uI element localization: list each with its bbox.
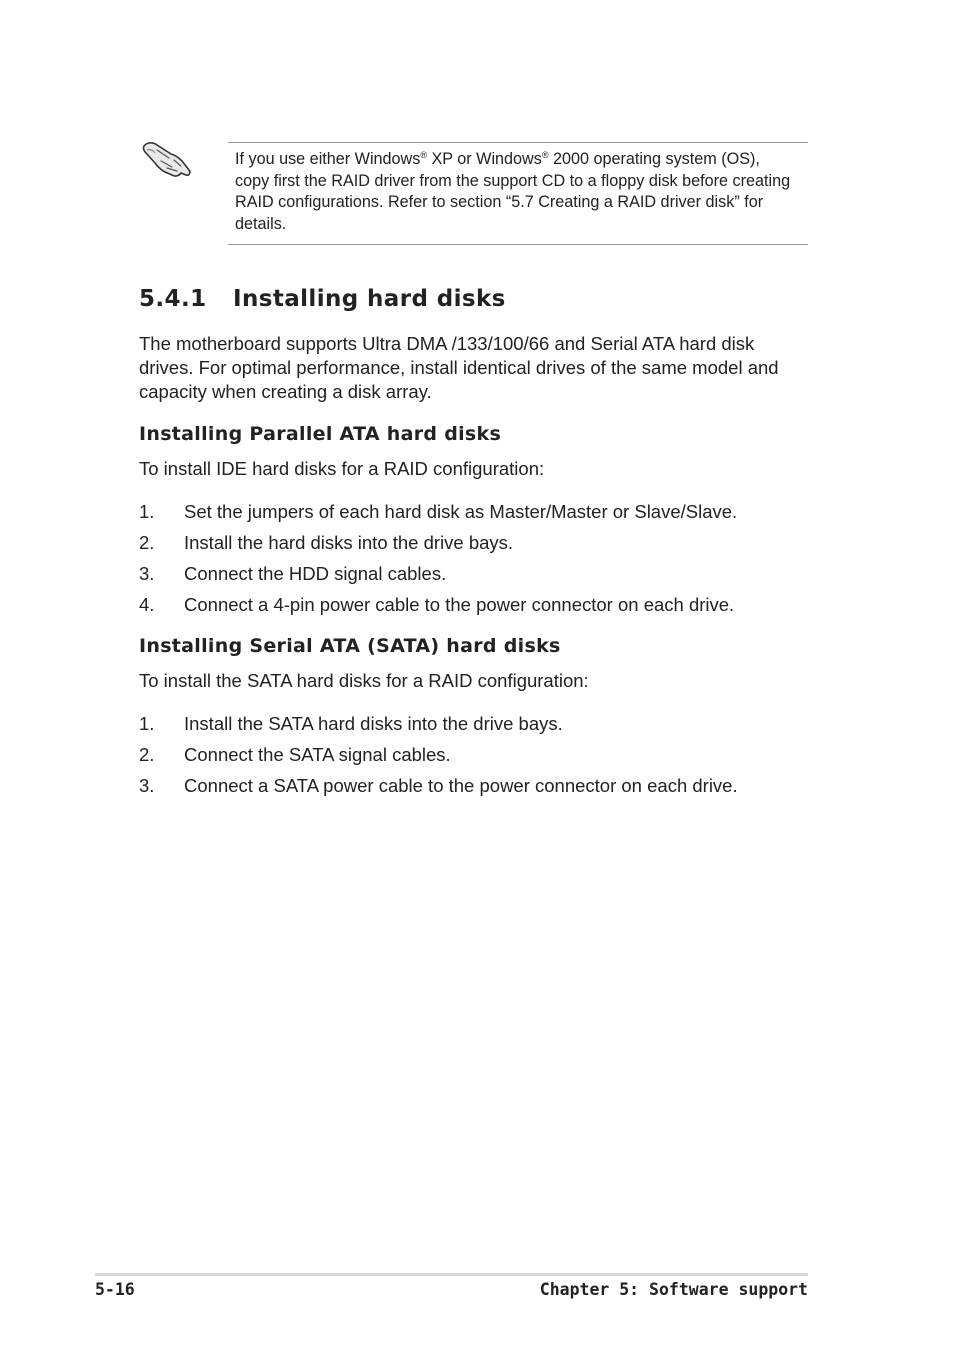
list-item bbox=[139, 774, 819, 805]
step-text: Install the SATA hard disks into the drive bays. bbox=[184, 713, 563, 734]
step-text: Connect the HDD signal cables. bbox=[184, 563, 447, 584]
step-number: 2. bbox=[139, 744, 155, 765]
list-item bbox=[139, 562, 819, 593]
note-part-1: If you use either Windows bbox=[235, 150, 421, 168]
note-text bbox=[235, 149, 795, 235]
step-number: 1. bbox=[139, 713, 155, 734]
section-number: 5.4.1 bbox=[139, 286, 207, 312]
list-item bbox=[139, 593, 819, 624]
parallel-ata-intro: To install IDE hard disks for a RAID configuration: bbox=[139, 458, 545, 479]
page-number: 5-16 bbox=[95, 1280, 135, 1299]
step-text: Connect a 4-pin power cable to the power connector on each drive. bbox=[184, 594, 735, 615]
step-text: Connect a SATA power cable to the power connector on each drive. bbox=[184, 775, 738, 796]
note-part-2: XP or Windows bbox=[426, 150, 542, 168]
registered-mark: ® bbox=[541, 150, 549, 160]
step-text: Connect the SATA signal cables. bbox=[184, 744, 451, 765]
hand-pointer-icon bbox=[141, 140, 193, 182]
step-text: Install the hard disks into the drive bays. bbox=[184, 532, 514, 553]
parallel-ata-steps bbox=[139, 500, 819, 624]
list-item bbox=[139, 712, 819, 743]
list-item bbox=[139, 743, 819, 774]
registered-mark: ® bbox=[420, 150, 427, 160]
section-heading bbox=[139, 286, 506, 312]
section-intro: The motherboard supports Ultra DMA /133/100/66 and Serial ATA hard disk drives. For optimal performance, install identical drives of the same model and capacity when creating a disk array. bbox=[139, 333, 779, 402]
list-item bbox=[139, 500, 819, 531]
note-part-3: 2000 operating system (OS), copy first the RAID driver from the support CD to a floppy disk before creating RAID configurations. Refer to section “5.7 Creating a RAID driver disk” for details. bbox=[235, 150, 791, 233]
section-title: Installing hard disks bbox=[233, 286, 506, 312]
step-text: Set the jumpers of each hard disk as Master/Master or Slave/Slave. bbox=[184, 501, 738, 522]
sata-steps bbox=[139, 712, 819, 805]
step-number: 1. bbox=[139, 501, 155, 522]
step-number: 3. bbox=[139, 563, 155, 584]
step-number: 3. bbox=[139, 775, 155, 796]
sata-intro: To install the SATA hard disks for a RAID configuration: bbox=[139, 670, 589, 691]
sata-heading: Installing Serial ATA (SATA) hard disks bbox=[139, 635, 561, 657]
list-item bbox=[139, 531, 819, 562]
step-number: 4. bbox=[139, 594, 155, 615]
parallel-ata-heading: Installing Parallel ATA hard disks bbox=[139, 423, 502, 445]
step-number: 2. bbox=[139, 532, 155, 553]
footer-divider bbox=[95, 1273, 808, 1276]
chapter-title: Chapter 5: Software support bbox=[539, 1280, 808, 1299]
